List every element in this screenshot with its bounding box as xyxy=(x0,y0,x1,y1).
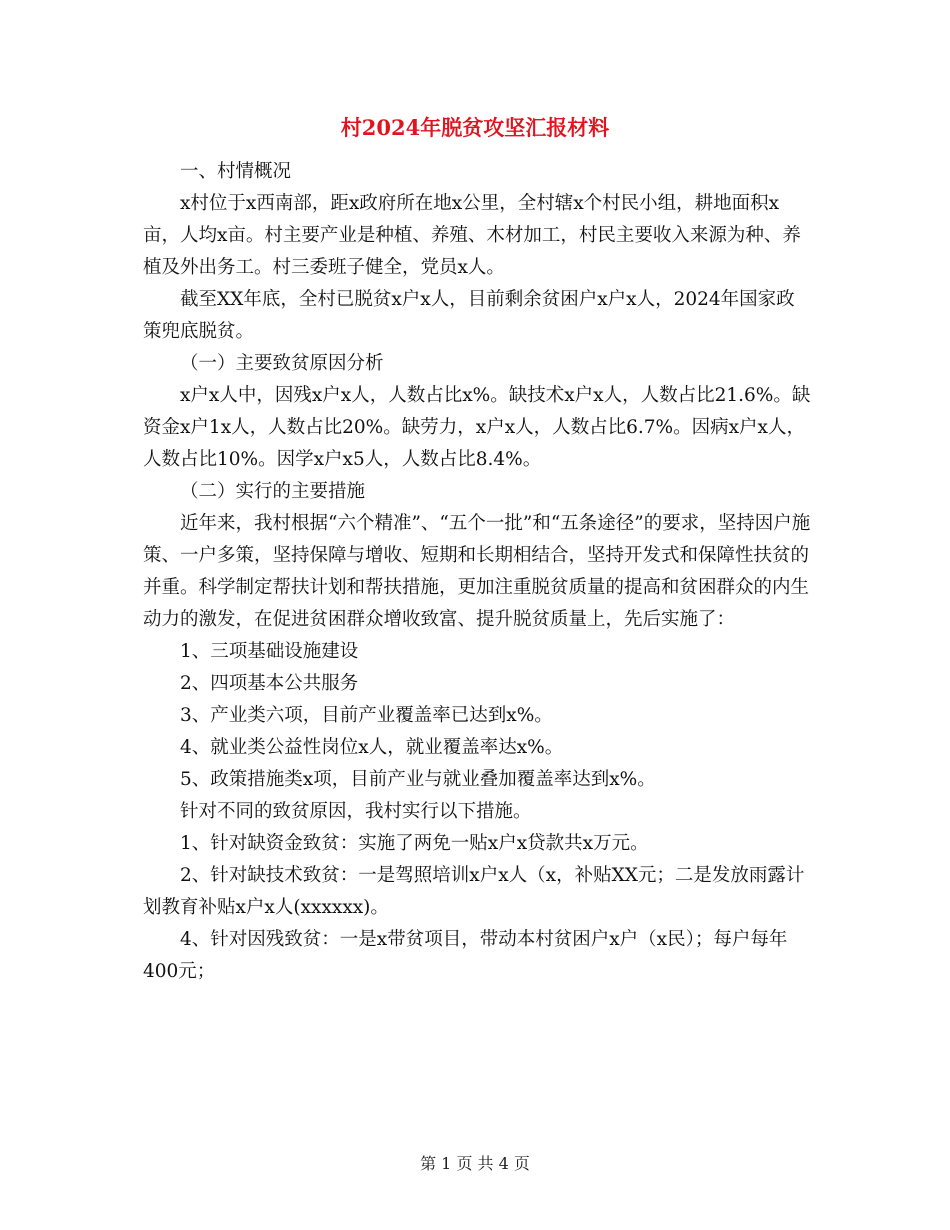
page-number-footer: 第 1 页 共 4 页 xyxy=(420,1154,530,1173)
paragraph-targeted-measures: 针对不同的致贫原因，我村实行以下措施。 xyxy=(180,801,532,822)
list-item-employment: 4、就业类公益性岗位x人，就业覆盖率达x%。 xyxy=(180,737,564,758)
list-item-lack-of-skills: 2、针对缺技术致贫：一是驾照培训x户x人（x，补贴XX元；二是发放雨露计划教育补贴x户x人(xxxxxx)。 xyxy=(143,865,805,918)
list-item-industry: 3、产业类六项，目前产业覆盖率已达到x%。 xyxy=(180,705,553,726)
list-item-lack-of-funds: 1、针对缺资金致贫：实施了两免一贴x户x贷款共x万元。 xyxy=(180,833,649,854)
document-title: 村2024年脱贫攻坚汇报材料 xyxy=(340,115,610,140)
list-item-disability: 4、针对因残致贫：一是x带贫项目，带动本村贫困户x户（x民）；每户每年400元； xyxy=(143,929,788,982)
paragraph-poverty-status: 截至XX年底，全村已脱贫x户x人，目前剩余贫困户x户x人，2024年国家政策兜底脱贫。 xyxy=(143,289,795,342)
list-item-infrastructure: 1、三项基础设施建设 xyxy=(180,641,359,662)
paragraph-measures-intro: 近年来，我村根据“六个精准”、“五个一批”和“五条途径”的要求，坚持因户施策、一户多策，坚持保障与增收、短期和长期相结合，坚持开发式和保障性扶贫的并重。科学制定帮扶计划和帮扶措施，更加注重脱贫质量的提高和贫困群众的内生动力的激发，在促进贫困群众增收致富、提升脱贫质量上，先后实施了： xyxy=(143,513,811,630)
paragraph-village-description: x村位于x西南部，距x政府所在地x公里，全村辖x个村民小组，耕地面积x亩，人均x亩。村主要产业是种植、养殖、木材加工，村民主要收入来源为种、养植及外出务工。村三委班子健全，党员x人。 xyxy=(143,193,801,278)
document-body xyxy=(143,156,813,988)
list-item-policy: 5、政策措施类x项，目前产业与就业叠加覆盖率达到x%。 xyxy=(180,769,656,790)
list-item-public-services: 2、四项基本公共服务 xyxy=(180,673,359,694)
section-heading-village-overview: 一、村情概况 xyxy=(180,161,292,182)
subheading-poverty-causes: （一）主要致贫原因分析 xyxy=(180,353,384,374)
paragraph-poverty-causes: x户x人中，因残x户x人，人数占比x%。缺技术x户x人，人数占比21.6%。缺资金x户1x人，人数占比20%。缺劳力，x户x人，人数占比6.7%。因病x户x人，人数占比10%。因学x户x5人，人数占比8.4%。 xyxy=(143,385,811,470)
subheading-main-measures: （二）实行的主要措施 xyxy=(180,481,366,502)
